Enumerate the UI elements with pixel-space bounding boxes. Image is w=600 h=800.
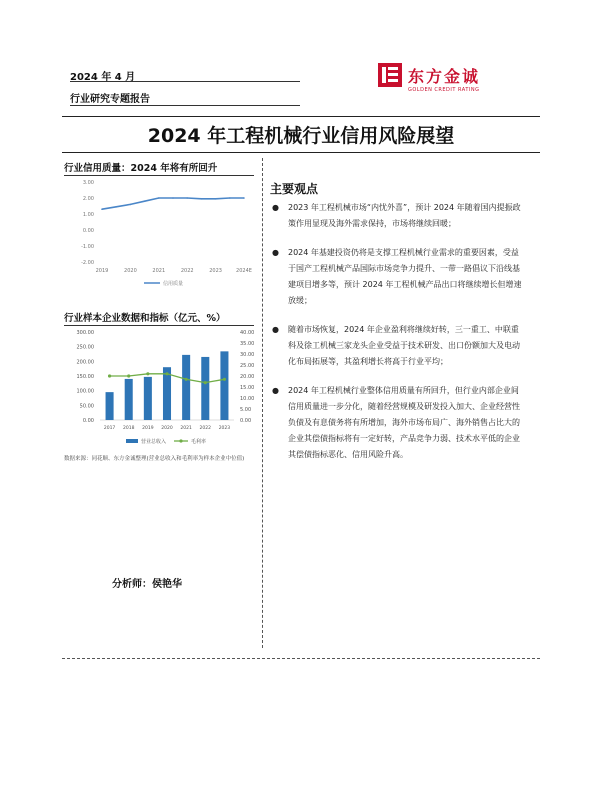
margin-point [223, 378, 226, 381]
right-axis-label: 10.00 [240, 396, 255, 402]
legend-label: 毛利率 [191, 439, 207, 445]
column-divider [262, 158, 263, 648]
report-type: 行业研究专题报告 [70, 94, 150, 105]
sample-data-combo-chart [62, 328, 257, 450]
title-rule [62, 116, 540, 117]
report-date: 2024 年 4 月 [70, 72, 136, 83]
data-point [243, 197, 245, 199]
page-title: 2024 年工程机械行业信用风险展望 [147, 125, 455, 147]
data-point [172, 197, 174, 199]
margin-point [108, 374, 111, 377]
right-axis-label: 20.00 [240, 374, 255, 380]
left-axis-label: 100.00 [76, 388, 94, 395]
title-rule [62, 152, 540, 153]
y-tick-label: -2.00 [81, 260, 94, 266]
left-axis-label: 300.00 [76, 330, 94, 336]
data-point [101, 208, 103, 210]
margin-point [127, 374, 130, 377]
header-divider [70, 105, 300, 106]
section-sample-data-title: 行业样本企业数据和指标（亿元、%） [64, 313, 226, 324]
key-point-text: 2024 年工程机械行业整体信用质量有所回升，但行业内部企业间信用质量进一步分化，随着经营规模及研发投入加大、企业经营性负债及有息债务将有所增加，海外市场布局广、海外销售占比大的企业其偿债指标将有一定好转，产品竞争力弱、技术水平低的企业其偿债指标恶化、信用风险升高。 [288, 386, 520, 459]
key-point-text: 随着市场恢复，2024 年企业盈利将继续好转，三一重工、中联重科及徐工机械三家龙头企业受益于技术研发、出口份额加大及电动化布局拓展等，其盈利增长将高于行业平均； [288, 325, 520, 366]
series-line [102, 198, 244, 209]
data-point [144, 200, 146, 202]
y-tick-label: 3.00 [82, 180, 94, 186]
data-point [130, 204, 132, 206]
x-tick-label: 2019 [95, 268, 109, 274]
list-item [272, 245, 522, 309]
x-tick-label: 2022 [180, 268, 194, 274]
revenue-bar [125, 379, 133, 420]
data-source-note: 数据来源：同花顺、东方金诚整理(营业总收入和毛利率为样本企业中位值) [64, 456, 245, 462]
legend-swatch-bar [126, 439, 138, 443]
legend-label: 信用质量 [163, 281, 184, 287]
margin-point [165, 372, 168, 375]
margin-point [185, 378, 188, 381]
data-point [229, 197, 231, 199]
header-divider [70, 81, 300, 82]
revenue-bar [106, 392, 114, 420]
analyst-name: 分析师：侯艳华 [112, 579, 182, 590]
x-tick-label: 2017 [103, 426, 116, 431]
company-logo-subtitle: GOLDEN CREDIT RATING [408, 87, 480, 93]
revenue-bar [220, 351, 228, 420]
key-point-text: 2024 年基建投资仍将是支撑工程机械行业需求的重要因素，受益于国产工程机械产品国际市场竞争力提升、一带一路倡议下沿线基建项目增多等，预计 2024 年工程机械产品出口将继续增长但增速放缓； [288, 248, 522, 305]
y-tick-label: 2.00 [82, 196, 94, 202]
bullet-icon: ● [272, 248, 279, 257]
right-axis-label: 15.00 [240, 385, 255, 391]
right-axis-label: 25.00 [240, 363, 255, 369]
data-point [186, 197, 188, 199]
legend-marker [179, 439, 182, 442]
bullet-icon: ● [272, 386, 279, 395]
x-tick-label: 2018 [122, 426, 135, 431]
right-axis-label: 30.00 [240, 352, 255, 358]
legend-label: 营业总收入 [141, 439, 167, 445]
data-point [201, 198, 203, 200]
left-axis-label: 250.00 [76, 344, 94, 351]
company-logo-icon [378, 63, 402, 87]
x-tick-label: 2021 [152, 268, 166, 274]
margin-point [146, 372, 149, 375]
data-point [115, 206, 117, 208]
revenue-bar [201, 357, 209, 420]
bullet-icon: ● [272, 325, 279, 334]
x-tick-label: 2019 [142, 426, 154, 431]
y-tick-label: 1.00 [82, 212, 94, 218]
list-item [272, 383, 522, 463]
x-tick-label: 2024E [236, 268, 252, 274]
company-logo-name: 东方金诚 [408, 67, 481, 86]
section-rule [64, 325, 254, 326]
revenue-bar [144, 377, 152, 420]
footer-divider [62, 658, 540, 659]
left-axis-label: 0.00 [82, 418, 94, 424]
y-tick-label: 0.00 [82, 228, 94, 234]
left-axis-label: 200.00 [76, 359, 94, 366]
x-tick-label: 2021 [180, 426, 192, 431]
data-point [158, 197, 160, 199]
right-axis-label: 40.00 [240, 330, 255, 336]
revenue-bar [182, 355, 190, 420]
margin-point [204, 381, 207, 384]
x-tick-label: 2020 [124, 268, 137, 274]
list-item [272, 322, 522, 370]
x-tick-label: 2022 [199, 426, 212, 431]
x-tick-label: 2020 [161, 426, 173, 431]
left-axis-label: 150.00 [76, 374, 94, 380]
left-axis-label: 50.00 [79, 403, 94, 410]
key-point-text: 2023 年工程机械市场“内忧外喜”，预计 2024 年随着国内提振政策作用显现及海外需求保持，市场将继续回暖； [288, 203, 521, 228]
right-axis-label: 5.00 [240, 407, 252, 413]
data-point [215, 198, 217, 200]
x-tick-label: 2023 [209, 268, 222, 274]
key-points-list [272, 200, 522, 476]
x-tick-label: 2023 [218, 426, 231, 431]
y-tick-label: -1.00 [81, 244, 94, 250]
section-credit-quality-title: 行业信用质量：2024 年将有所回升 [64, 163, 218, 174]
credit-quality-line-chart [62, 176, 257, 291]
key-points-title: 主要观点 [270, 182, 319, 196]
bullet-icon: ● [272, 203, 279, 212]
list-item [272, 200, 522, 232]
right-axis-label: 35.00 [240, 341, 255, 347]
right-axis-label: 0.00 [240, 418, 252, 424]
